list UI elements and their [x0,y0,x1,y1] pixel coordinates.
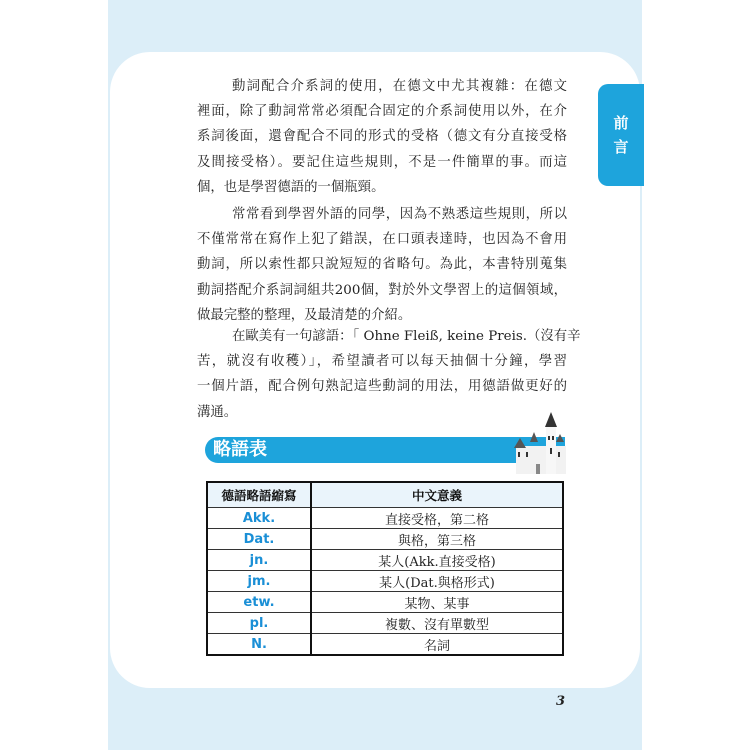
text-line: 動詞配合介系詞的使用，在德文中尤其複雜：在德文 [232,79,567,94]
text-line: 動詞，所以索性都只說短短的省略句。為此，本書特別蒐集 [197,257,567,273]
text-line: 一個片語，配合例句熟記這些動詞的用法，用德語做更好的 [197,379,567,395]
text-line: 做最完整的整理，及最清楚的介紹。 [197,307,412,323]
castle-icon [512,412,570,474]
abbr-cell: pl. [207,613,311,634]
text-line: 個，也是學習德語的一個瓶頸。 [197,179,385,195]
text-line: 苦，就沒有收穫）」，希望讀者可以每天抽個十分鐘，學習 [197,354,567,370]
chapter-tab-preface [598,84,644,186]
meaning-cell: 名詞 [311,634,563,656]
paragraph-1 [197,74,567,200]
abbr-cell: jn. [207,550,311,571]
paragraph-3 [197,324,581,425]
meaning-cell: 複數、沒有單數型 [311,613,563,634]
meaning-cell: 某物、某事 [311,592,563,613]
meaning-cell: 某人(Dat.與格形式) [311,571,563,592]
text-line: 系詞後面，還會配合不同的形式的受格（德文有分直接受格 [197,129,567,145]
text-line: 裡面，除了動詞常常必須配合固定的介系詞使用以外，在介 [197,104,567,120]
text-line: 動詞搭配介系詞詞組共200個，對於外文學習上的這個領域， [197,282,567,298]
text-line: 在歐美有一句諺語：「 Ohne Fleiß, keine Preis.（沒有辛 [232,329,581,344]
table-row [207,529,563,550]
meaning-cell: 直接受格，第二格 [311,508,563,529]
table-row [207,550,563,571]
text-line: 溝通。 [197,404,238,420]
abbr-cell: jm. [207,571,311,592]
table-row [207,634,563,656]
table-row [207,508,563,529]
meaning-cell: 某人(Akk.直接受格) [311,550,563,571]
table-row [207,613,563,634]
header-abbreviation: 德語略語縮寫 [207,482,311,508]
table-row [207,592,563,613]
tab-char: 前 [613,114,629,132]
abbreviation-table [206,481,564,656]
text-line: 及間接受格）。要記住這些規則，不是一件簡單的事。而這 [197,154,567,170]
abbr-cell: etw. [207,592,311,613]
page-number: 3 [556,694,566,709]
abbr-cell: Akk. [207,508,311,529]
tab-char: 言 [613,138,629,156]
header-meaning: 中文意義 [311,482,563,508]
paragraph-2 [197,202,567,328]
section-heading: 略語表 [205,437,565,463]
text-line: 常常看到學習外語的同學，因為不熟悉這些規則，所以 [232,207,567,222]
abbr-cell: N. [207,634,311,656]
table-header-row [207,482,563,508]
abbr-cell: Dat. [207,529,311,550]
meaning-cell: 與格，第三格 [311,529,563,550]
table-row [207,571,563,592]
text-line: 不僅常常在寫作上犯了錯誤，在口頭表達時，也因為不會用 [197,232,567,248]
